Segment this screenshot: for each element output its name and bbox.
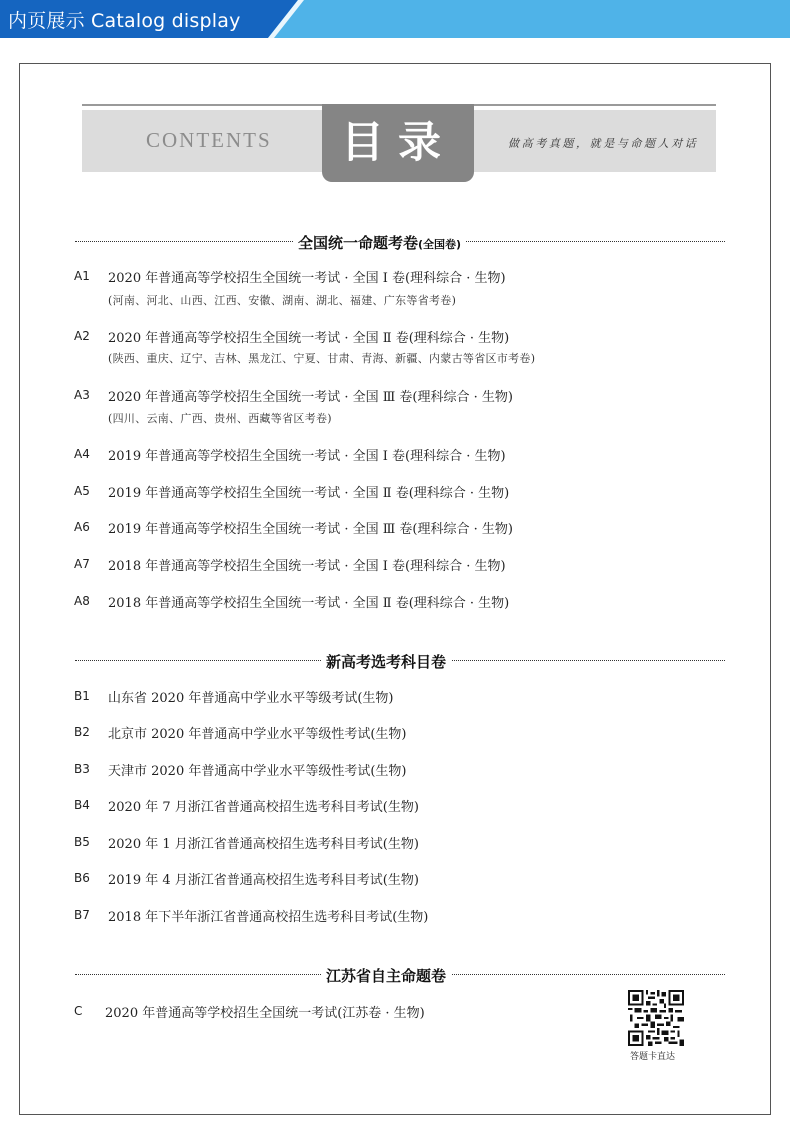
qr-code[interactable]: [628, 990, 684, 1046]
item-title: 2020 年普通高等学校招生全国统一考试 · 全国 Ⅲ 卷(理科综合 · 生物): [108, 390, 513, 405]
top-banner: [0, 0, 790, 38]
section-title: [321, 965, 451, 986]
header-motto: 做高考真题，就是与命题人对话: [508, 137, 699, 150]
item-title: 2020 年普通高等学校招生全国统一考试 · 全国 Ⅰ 卷(理科综合 · 生物): [108, 271, 506, 286]
section-title-text: 全国统一命题考卷: [298, 234, 419, 252]
section-title: [293, 232, 466, 253]
item-code: A1: [74, 269, 90, 283]
item-title: 2020 年 1 月浙江省普通高校招生选考科目考试(生物): [108, 837, 419, 852]
item-code: A5: [74, 484, 90, 498]
section-title-suffix: (全国卷): [418, 238, 462, 251]
item-code: B2: [74, 725, 90, 739]
item-title: 北京市 2020 年普通高中学业水平等级性考试(生物): [108, 727, 407, 742]
catalog-page: [19, 63, 771, 1115]
section-header-national: [75, 232, 725, 252]
qr-code-label: 答题卡直达: [630, 1052, 676, 1062]
qr-code-icon: [628, 990, 684, 1046]
item-subtitle: (四川、云南、广西、贵州、西藏等省区考卷): [108, 412, 332, 425]
item-code: B4: [74, 798, 90, 812]
item-title: 2019 年普通高等学校招生全国统一考试 · 全国 Ⅱ 卷(理科综合 · 生物): [108, 486, 510, 501]
item-code: A3: [74, 388, 90, 402]
item-code: B6: [74, 871, 90, 885]
item-code: A7: [74, 557, 90, 571]
item-title: 2019 年普通高等学校招生全国统一考试 · 全国 Ⅲ 卷(理科综合 · 生物): [108, 522, 513, 537]
item-code: B7: [74, 908, 90, 922]
item-subtitle: (河南、河北、山西、江西、安徽、湖南、湖北、福建、广东等省考卷): [108, 294, 457, 307]
page-title: 目录: [322, 104, 474, 182]
item-code: B3: [74, 762, 90, 776]
banner-title: 内页展示 Catalog display: [8, 10, 241, 32]
item-code: B1: [74, 689, 90, 703]
item-title: 2018 年普通高等学校招生全国统一考试 · 全国 Ⅰ 卷(理科综合 · 生物): [108, 559, 506, 574]
item-title: 2020 年普通高等学校招生全国统一考试(江苏卷 · 生物): [105, 1006, 425, 1021]
item-title: 2018 年下半年浙江省普通高校招生选考科目考试(生物): [108, 910, 429, 925]
section-title: [321, 651, 451, 672]
item-code: A8: [74, 594, 90, 608]
item-title: 2019 年 4 月浙江省普通高校招生选考科目考试(生物): [108, 873, 419, 888]
item-title: 山东省 2020 年普通高中学业水平等级考试(生物): [108, 691, 394, 706]
item-title: 天津市 2020 年普通高中学业水平等级性考试(生物): [108, 764, 407, 779]
item-code: A4: [74, 447, 90, 461]
section-header-jiangsu: [75, 965, 725, 985]
item-title: 2019 年普通高等学校招生全国统一考试 · 全国 Ⅰ 卷(理科综合 · 生物): [108, 449, 506, 464]
item-code: B5: [74, 835, 90, 849]
item-code: C: [74, 1004, 83, 1018]
section-title-text: 新高考选考科目卷: [326, 653, 447, 671]
section-header-new-gaokao: [75, 651, 725, 671]
item-subtitle: (陕西、重庆、辽宁、吉林、黑龙江、宁夏、甘肃、青海、新疆、内蒙古等省区市考卷): [108, 352, 536, 365]
contents-label: CONTENTS: [146, 128, 272, 152]
item-title: 2018 年普通高等学校招生全国统一考试 · 全国 Ⅱ 卷(理科综合 · 生物): [108, 596, 510, 611]
item-code: A6: [74, 520, 90, 534]
item-code: A2: [74, 329, 90, 343]
item-title: 2020 年 7 月浙江省普通高校招生选考科目考试(生物): [108, 800, 419, 815]
section-title-text: 江苏省自主命题卷: [326, 967, 447, 985]
item-title: 2020 年普通高等学校招生全国统一考试 · 全国 Ⅱ 卷(理科综合 · 生物): [108, 331, 510, 346]
